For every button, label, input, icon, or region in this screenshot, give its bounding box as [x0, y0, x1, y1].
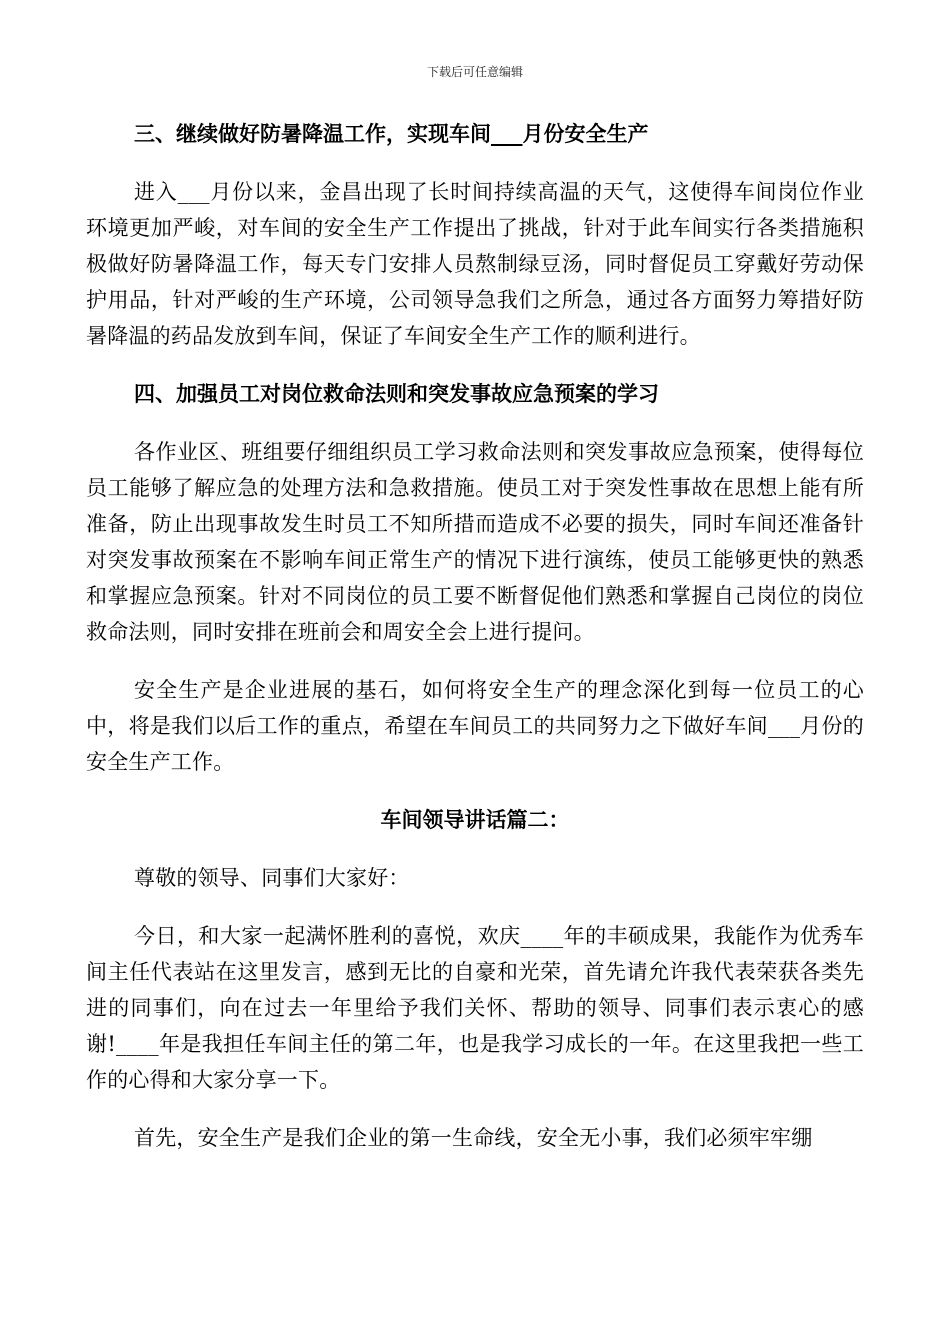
document-body [86, 116, 864, 1178]
paragraph: 安全生产是企业进展的基石，如何将安全生产的理念深化到每一位员工的心中，将是我们以后工作的重点，希望在车间员工的共同努力之下做好车间___月份的安全生产工作。 [86, 678, 864, 774]
paragraph: 首先，安全生产是我们企业的第一生命线，安全无小事，我们必须牢牢绷 [134, 1126, 813, 1150]
paragraph: 进入___月份以来，金昌出现了长时间持续高温的天气，这使得车间岗位作业环境更加严峻，对车间的安全生产工作提出了挑战，针对于此车间实行各类措施积极做好防暑降温工作，每天专门安排人员熬制绿豆汤，同时督促员工穿戴好劳动保护用品，针对严峻的生产环境，公司领导急我们之所急，通过各方面努力筹措好防暑降温的药品发放到车间，保证了车间安全生产工作的顺利进行。 [86, 180, 864, 348]
section-heading-4: 四、加强员工对岗位救命法则和突发事故应急预案的学习 [134, 381, 659, 406]
paragraph: 今日，和大家一起满怀胜利的喜悦，欢庆____年的丰硕成果，我能作为优秀车间主任代表站在这里发言，感到无比的自豪和光荣，首先请允许我代表荣获各类先进的同事们，向在过去一年里给予我们关怀、帮助的领导、同事们表示衷心的感谢!____年是我担任车间主任的第二年，也是我学习成长的一年。在这里我把一些工作的心得和大家分享一下。 [86, 924, 864, 1092]
part-two-title: 车间领导讲话篇二： [380, 807, 570, 832]
paragraph: 各作业区、班组要仔细组织员工学习救命法则和突发事故应急预案，使得每位员工能够了解应急的处理方法和急救措施。使员工对于突发性事故在思想上能有所准备，防止出现事故发生时员工不知所措而造成不必要的损失，同时车间还准备针对突发事故预案在不影响车间正常生产的情况下进行演练，使员工能够更快的熟悉和掌握应急预案。针对不同岗位的员工要不断督促他们熟悉和掌握自己岗位的岗位救命法则，同时安排在班前会和周安全会上进行提问。 [86, 440, 864, 644]
page-header: 下载后可任意编辑 [426, 65, 523, 79]
salutation: 尊敬的领导、同事们大家好： [134, 866, 410, 890]
section-heading-3: 三、继续做好防暑降温工作，实现车间___月份安全生产 [134, 121, 649, 146]
